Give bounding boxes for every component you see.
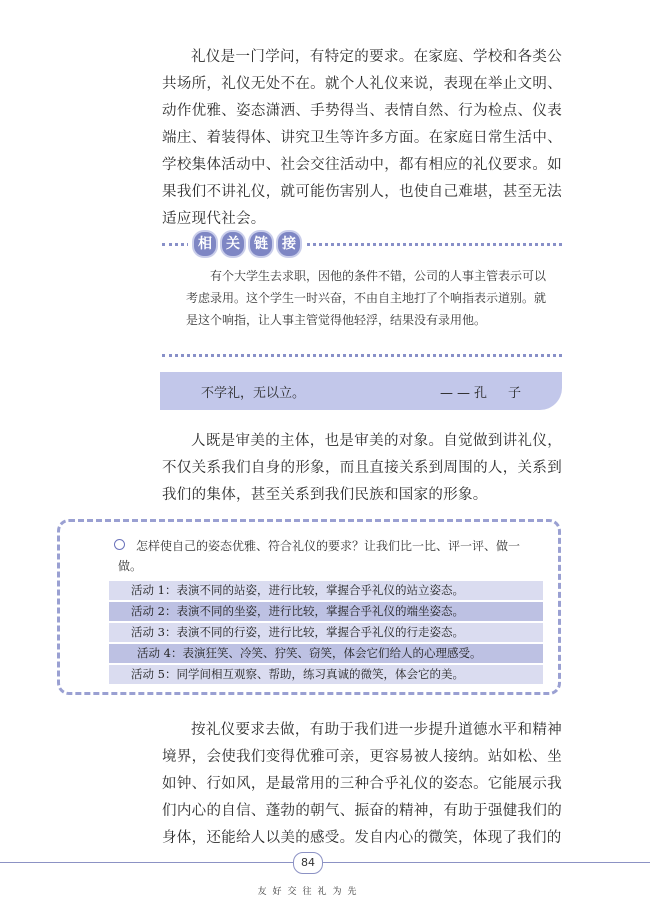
quote-box	[160, 372, 562, 410]
badge-char: 接	[276, 230, 302, 258]
activity-item: 活动 5：同学间相互观察、帮助，练习真诚的微笑，体会它的美。	[109, 665, 543, 684]
footer-rule	[0, 862, 650, 863]
page-number: 84	[293, 852, 323, 874]
activity-item: 活动 3：表演不同的行姿，进行比较，掌握合乎礼仪的行走姿态。	[109, 623, 543, 642]
activity-item: 活动 2：表演不同的坐姿，进行比较，掌握合乎礼仪的端坐姿态。	[109, 602, 543, 621]
body-paragraph-1: 礼仪是一门学问，有特定的要求。在家庭、学校和各类公共场所，礼仪无处不在。就个人礼仪来说，表现在举止文明、动作优雅、姿态潇洒、手势得当、表情自然、行为检点、仪表端庄、着装得体、讲究卫生等许多方面。在家庭日常生活中、学校集体活动中、社会交往活动中，都有相应的礼仪要求。如果我们不讲礼仪，就可能伤害别人，也使自己难堪，甚至无法适应现代社会。	[162, 49, 562, 227]
badge-char: 相	[192, 230, 218, 258]
divider-dotted-bottom	[162, 354, 562, 357]
badge-char: 关	[220, 230, 246, 258]
activity-question	[118, 536, 538, 576]
quote-text: 不学礼，无以立。	[201, 386, 306, 401]
related-link-badge	[188, 230, 306, 258]
badge-char: 链	[248, 230, 274, 258]
footer-title: 友好交往礼为先	[257, 887, 363, 897]
activity-question-text: 怎样使自己的姿态优雅、符合礼仪的要求？让我们比一比、评一评、做一做。	[118, 539, 521, 573]
activity-item: 活动 4：表演狂笑、冷笑、狞笑、窃笑，体会它们给人的心理感受。	[109, 644, 543, 663]
related-link-text: 有个大学生去求职，因他的条件不错，公司的人事主管表示可以考虑录用。这个学生一时兴奋，不由自主地打了个响指表示道别。就是这个响指，让人事主管觉得他轻浮，结果没有录用他。	[186, 269, 547, 327]
quote-author: ——孔 子	[440, 386, 526, 401]
activity-box	[57, 519, 561, 695]
body-paragraph-3: 按礼仪要求去做，有助于我们进一步提升道德水平和精神境界，会使我们变得优雅可亲，更容易被人接纳。站如松、坐如钟、行如风，是最常用的三种合乎礼仪的姿态。它能展示我们内心的自信、蓬勃的朝气、振奋的精神，有助于强健我们的身体，还能给人以美的感受。发自内心的微笑，体现了我们的	[162, 722, 562, 846]
activity-item: 活动 1：表演不同的站姿，进行比较，掌握合乎礼仪的站立姿态。	[109, 581, 543, 600]
activity-list	[109, 581, 543, 686]
body-paragraph-2: 人既是审美的主体，也是审美的对象。自觉做到讲礼仪，不仅关系我们自身的形象，而且直接关系到周围的人，关系到我们的集体，甚至关系到我们民族和国家的形象。	[162, 433, 562, 503]
